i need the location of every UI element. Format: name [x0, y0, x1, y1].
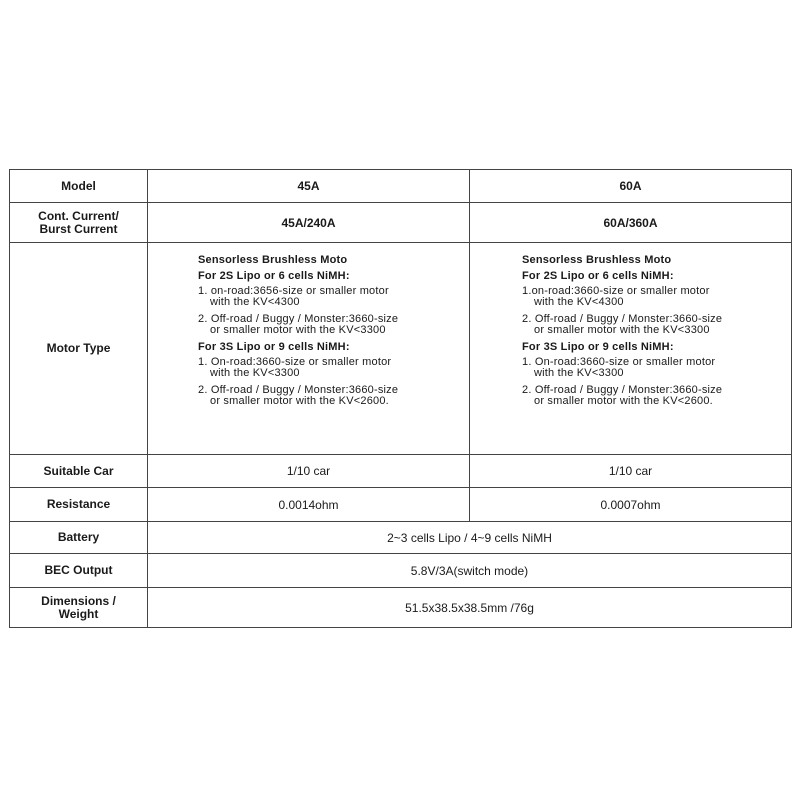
motor-45a-item-2s-2 [198, 314, 469, 336]
row-label-current [10, 203, 148, 243]
motor-45a-item-2s-1 [198, 286, 469, 308]
row-label-bec: BEC Output [10, 554, 148, 588]
motor-45a-item-2s-2-line2: or smaller motor with the KV<3300 [210, 324, 386, 336]
motor-45a-item-2s-2-line1: 2. Off-road / Buggy / Monster:3660-size [198, 313, 399, 325]
table-row-bec [10, 554, 792, 588]
motor-60a-item-3s-1 [522, 357, 791, 379]
motor-60a-sub-3s: For 3S Lipo or 9 cells NiMH: [522, 341, 674, 353]
row-label-dimensions [10, 588, 148, 628]
row-label-resistance: Resistance [10, 488, 148, 522]
table-row-battery [10, 522, 792, 554]
row-label-battery: Battery [10, 522, 148, 554]
motor-45a-sub-3s: For 3S Lipo or 9 cells NiMH: [198, 341, 350, 353]
spec-table [9, 169, 792, 628]
motor-45a-item-3s-1 [198, 357, 469, 379]
dimensions-value: 51.5x38.5x38.5mm /76g [148, 588, 792, 628]
table-row-model [10, 170, 792, 203]
row-label-current-line1: Cont. Current/ [38, 208, 119, 223]
car-60a: 1/10 car [470, 455, 792, 488]
motor-45a [148, 243, 470, 455]
table-row-dimensions [10, 588, 792, 628]
row-label-dimensions-line1: Dimensions / [41, 593, 116, 608]
motor-60a [470, 243, 792, 455]
motor-60a-title: Sensorless Brushless Moto [522, 254, 672, 266]
battery-value: 2~3 cells Lipo / 4~9 cells NiMH [148, 522, 792, 554]
motor-45a-item-3s-2-line1: 2. Off-road / Buggy / Monster:3660-size [198, 384, 399, 396]
car-45a: 1/10 car [148, 455, 470, 488]
motor-60a-item-2s-1-line1: 1.on-road:3660-size or smaller motor [522, 285, 710, 297]
motor-60a-item-3s-2 [522, 385, 791, 407]
bec-value: 5.8V/3A(switch mode) [148, 554, 792, 588]
motor-45a-title: Sensorless Brushless Moto [198, 254, 348, 266]
motor-45a-block [148, 243, 469, 407]
motor-60a-item-3s-1-line1: 1. On-road:3660-size or smaller motor [522, 356, 716, 368]
resistance-60a: 0.0007ohm [470, 488, 792, 522]
table-row-resistance [10, 488, 792, 522]
motor-60a-item-3s-1-line2: with the KV<3300 [534, 367, 624, 379]
row-label-dimensions-line2: Weight [58, 606, 99, 621]
model-45a: 45A [148, 170, 470, 203]
motor-60a-item-2s-2-line1: 2. Off-road / Buggy / Monster:3660-size [522, 313, 723, 325]
row-label-car: Suitable Car [10, 455, 148, 488]
table-row-motor [10, 243, 792, 455]
motor-45a-sub-2s: For 2S Lipo or 6 cells NiMH: [198, 270, 350, 282]
row-label-model: Model [10, 170, 148, 203]
current-45a: 45A/240A [148, 203, 470, 243]
motor-60a-block [470, 243, 791, 407]
motor-45a-item-3s-1-line2: with the KV<3300 [210, 367, 300, 379]
current-60a: 60A/360A [470, 203, 792, 243]
table-row-car [10, 455, 792, 488]
row-label-motor: Motor Type [10, 243, 148, 455]
motor-60a-item-2s-2-line2: or smaller motor with the KV<3300 [534, 324, 710, 336]
motor-60a-item-2s-2 [522, 314, 791, 336]
model-60a: 60A [470, 170, 792, 203]
motor-60a-item-3s-2-line2: or smaller motor with the KV<2600. [534, 395, 713, 407]
motor-60a-item-2s-1 [522, 286, 791, 308]
table-row-current [10, 203, 792, 243]
resistance-45a: 0.0014ohm [148, 488, 470, 522]
motor-60a-item-3s-2-line1: 2. Off-road / Buggy / Monster:3660-size [522, 384, 723, 396]
motor-45a-item-3s-2 [198, 385, 469, 407]
motor-45a-item-2s-1-line2: with the KV<4300 [210, 296, 300, 308]
motor-45a-item-3s-1-line1: 1. On-road:3660-size or smaller motor [198, 356, 392, 368]
motor-45a-item-2s-1-line1: 1. on-road:3656-size or smaller motor [198, 285, 389, 297]
motor-60a-item-2s-1-line2: with the KV<4300 [534, 296, 624, 308]
motor-45a-item-3s-2-line2: or smaller motor with the KV<2600. [210, 395, 389, 407]
motor-60a-sub-2s: For 2S Lipo or 6 cells NiMH: [522, 270, 674, 282]
row-label-current-line2: Burst Current [39, 221, 118, 236]
